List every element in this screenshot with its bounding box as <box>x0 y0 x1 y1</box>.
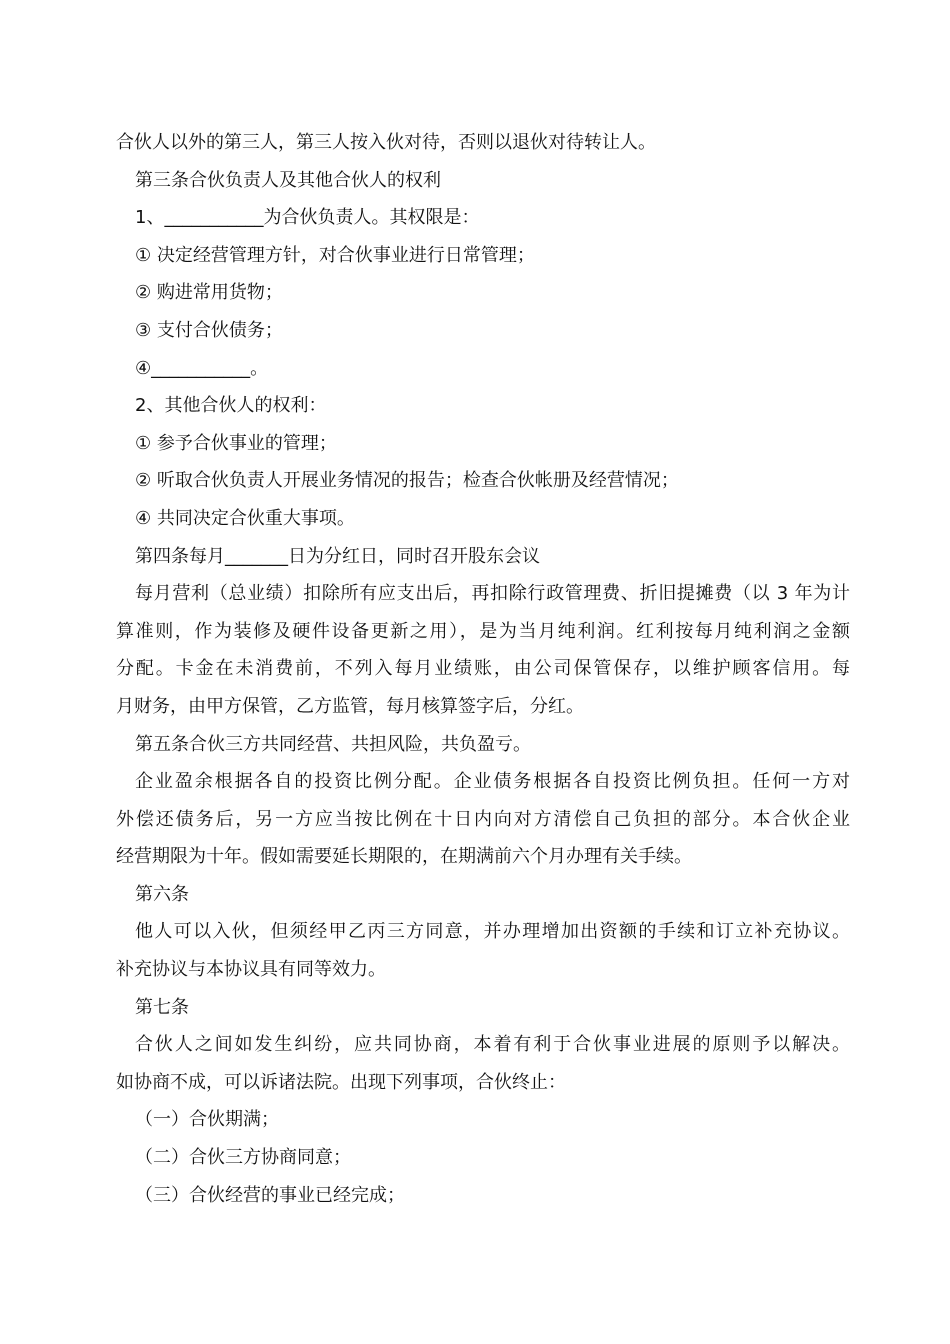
paragraph-line: 分配。卡金在未消费前，不列入每月业绩账，由公司保管保存，以维护顾客信用。每 <box>116 658 850 680</box>
list-item: ① 决定经营管理方针，对合伙事业进行日常管理； <box>135 244 535 266</box>
paragraph-line: 算准则，作为装修及硬件设备更新之用），是为当月纯利润。红利按每月纯利润之金额 <box>116 620 850 642</box>
text-line-3: 1、___________为合伙负责人。其权限是： <box>135 207 480 229</box>
text-line-8: 2、其他合伙人的权利： <box>135 395 327 417</box>
paragraph-line: 企业盈余根据各自的投资比例分配。企业债务根据各自投资比例负担。任何一方对 <box>135 771 850 793</box>
article-5-heading: 第五条合伙三方共同经营、共担风险，共负盈亏。 <box>135 733 531 755</box>
list-item: ② 购进常用货物； <box>135 282 283 304</box>
text-line-1: 合伙人以外的第三人，第三人按入伙对待，否则以退伙对待转让人。 <box>116 132 656 153</box>
article-4-heading: 第四条每月_______日为分红日，同时召开股东会议 <box>135 545 540 567</box>
list-item: ④ 共同决定合伙重大事项。 <box>135 507 355 529</box>
list-item: ④___________。 <box>135 357 269 379</box>
list-item: ① 参予合伙事业的管理； <box>135 432 337 454</box>
paragraph-line: 合伙人之间如发生纠纷，应共同协商，本着有利于合伙事业进展的原则予以解决。 <box>135 1034 850 1056</box>
list-item: ③ 支付合伙债务； <box>135 319 283 341</box>
document-body <box>116 124 850 1214</box>
list-item: （三）合伙经营的事业已经完成； <box>135 1184 405 1206</box>
list-item: （一）合伙期满； <box>135 1109 279 1131</box>
article-6-heading: 第六条 <box>135 883 189 905</box>
list-item: （二）合伙三方协商同意； <box>135 1147 351 1169</box>
paragraph-line: 月财务，由甲方保管，乙方监管，每月核算签字后，分红。 <box>116 695 584 717</box>
paragraph-line: 每月营利（总业绩）扣除所有应支出后，再扣除行政管理费、折旧提摊费（以 3 年为计 <box>135 583 850 605</box>
list-item: ② 听取合伙负责人开展业务情况的报告；检查合伙帐册及经营情况； <box>135 470 679 492</box>
paragraph-line: 他人可以入伙，但须经甲乙丙三方同意，并办理增加出资额的手续和订立补充协议。 <box>135 921 850 943</box>
paragraph-line: 补充协议与本协议具有同等效力。 <box>116 959 386 981</box>
paragraph-line: 外偿还债务后，另一方应当按比例在十日内向对方清偿自己负担的部分。本合伙企业 <box>116 808 850 830</box>
article-3-heading: 第三条合伙负责人及其他合伙人的权利 <box>135 169 441 191</box>
paragraph-line: 如协商不成，可以诉诸法院。出现下列事项，合伙终止： <box>116 1071 566 1093</box>
paragraph-line: 经营期限为十年。假如需要延长期限的，在期满前六个月办理有关手续。 <box>116 846 692 868</box>
article-7-heading: 第七条 <box>135 996 189 1018</box>
